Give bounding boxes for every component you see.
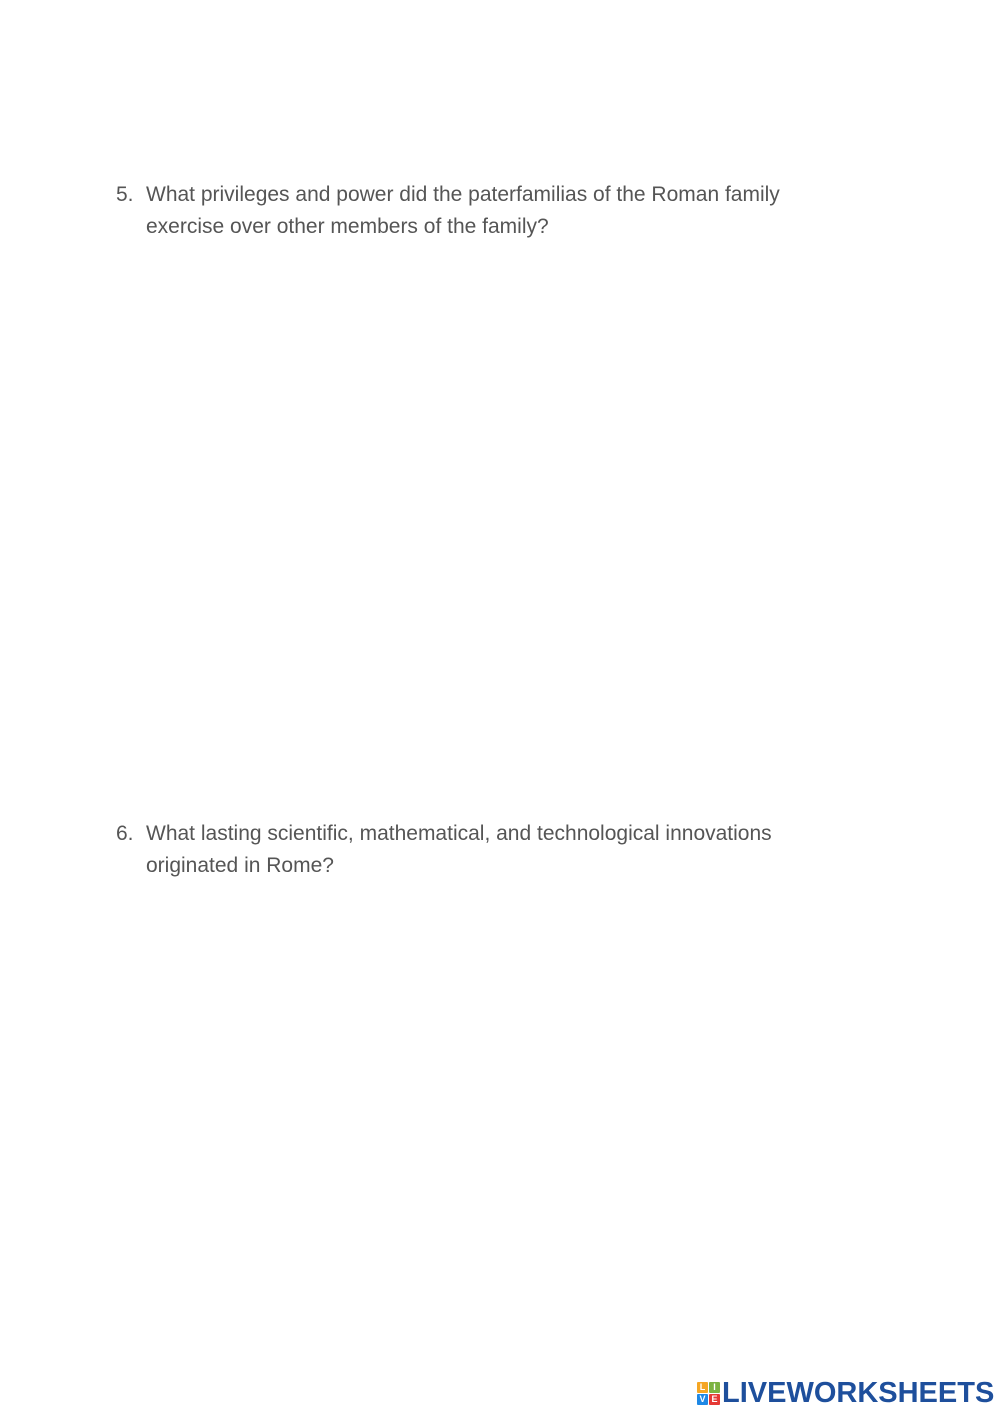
question-5 xyxy=(116,179,856,243)
question-6 xyxy=(116,818,856,882)
question-text: What lasting scientific, mathematical, and technological innovations originated in Rome? xyxy=(146,822,772,877)
logo-mark-icon xyxy=(697,1382,720,1405)
question-number: 6. xyxy=(116,822,134,845)
logo-text: LIVEWORKSHEETS xyxy=(722,1377,995,1409)
question-text: What privileges and power did the paterfamilias of the Roman family exercise over other members of the family? xyxy=(146,183,780,238)
logo-mark-cell: V xyxy=(697,1394,708,1405)
logo-mark-cell: E xyxy=(709,1394,720,1405)
logo-mark-cell: I xyxy=(709,1382,720,1393)
logo-mark-cell: L xyxy=(697,1382,708,1393)
question-number: 5. xyxy=(116,183,134,206)
liveworksheets-logo xyxy=(697,1378,994,1408)
